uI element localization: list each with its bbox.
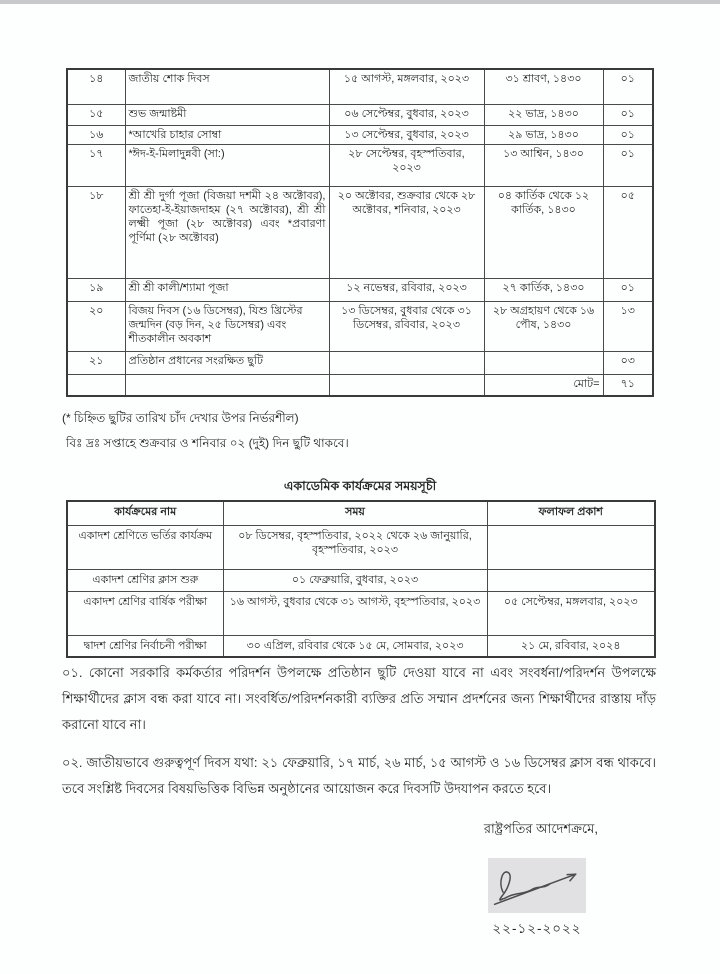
holiday-name: শ্রী শ্রী দুর্গা পূজা (বিজয়া দশমী ২৪ অক্টোবর), ফাতেহা-ই-ইয়াজদাহম (২৭ অক্টোবর), শ্রী শ্রী লক্ষ্মী পূজা (২৮ অক্টোবর) এবং *প্রবারণা পূর্ণিমা (২৮ অক্টোবর) [125,186,329,278]
table-row [67,104,653,125]
holiday-date: ১৫ আগস্ট, মঙ্গলবার, ২০২৩ [329,69,484,104]
holiday-bangla-date: ৩১ শ্রাবণ, ১৪৩০ [484,69,603,104]
empty-cell [67,374,125,396]
holiday-name: শুভ জন্মাষ্টমী [125,104,329,125]
holiday-serial: ১৮ [67,186,125,278]
table-row [67,301,653,351]
activity-name: একাদশ শ্রেণির বার্ষিক পরীক্ষা [67,591,223,635]
empty-cell [125,374,329,396]
activity-result: ২১ মে, রবিবার, ২০২৪ [487,635,655,657]
holiday-days: ০৩ [603,351,653,374]
holiday-serial: ১৭ [67,144,125,186]
holiday-name: প্রতিষ্ঠান প্রধানের সংরক্ষিত ছুটি [125,351,329,374]
total-label: মোট= [484,374,603,396]
holiday-date: ১২ নভেম্বর, রবিবার, ২০২৩ [329,278,484,301]
holiday-name: শ্রী শ্রী কালী/শ্যামা পূজা [125,278,329,301]
holiday-days: ০১ [603,69,653,104]
table-row [67,186,653,278]
holiday-serial: ২১ [67,351,125,374]
activity-time: ৩০ এপ্রিল, রবিবার থেকে ১৫ মে, সোমবার, ২০২৩ [223,635,487,657]
table-header-row [67,501,655,525]
holiday-name: *ঈদ-ই-মিলাদুন্নবী (সা:) [125,144,329,186]
weekend-footnote: বিঃ দ্রঃ সপ্তাহে শুক্রবার ও শনিবার ০২ (দুই) দিন ছুটি থাকবে। [66,436,349,450]
table-row [67,525,655,569]
holiday-bangla-date: ১৩ আশ্বিন, ১৪৩০ [484,144,603,186]
activity-time: ০৮ ডিসেম্বর, বৃহস্পতিবার, ২০২২ থেকে ২৬ জানুয়ারি, বৃহস্পতিবার, ২০২৩ [223,525,487,569]
by-order-of-president-text: রাষ্ট্রপতির আদেশক্রমে, [483,821,598,836]
holiday-bangla-date [484,351,603,374]
holiday-bangla-date: ২৭ কার্তিক, ১৪৩০ [484,278,603,301]
activity-result [487,525,655,569]
column-header-activity: কার্যক্রমের নাম [67,501,223,525]
instruction-paragraph-1: ০১. কোনো সরকারি কর্মকর্তার পরিদর্শন উপলক্ষে প্রতিষ্ঠান ছুটি দেওয়া যাবে না এবং সংবর্ধনা/পরিদর্শন উপলক্ষে শিক্ষার্থীদের ক্লাস বন্ধ করা যাবে না। সংবর্ধিত/পরিদর্শনকারী ব্যক্তির প্রতি সম্মান প্রদর্শনের জন্য শিক্ষার্থীদের রাস্তায় দাঁড় করানো যাবে না। [62,665,656,732]
signature-date: ২২-১২-২০২২ [492,921,582,936]
holiday-days: ০৫ [603,186,653,278]
activity-name: একাদশ শ্রেণিতে ভর্তির কার্যক্রম [67,525,223,569]
activity-name: একাদশ শ্রেণির ক্লাস শুরু [67,569,223,591]
holiday-bangla-date: ২৯ ভাদ্র, ১৪৩০ [484,125,603,144]
holiday-serial: ১৬ [67,125,125,144]
holiday-serial: ২০ [67,301,125,351]
instruction-paragraph-2: ০২. জাতীয়ভাবে গুরুত্বপূর্ণ দিবস যথা: ২১ ফেব্রুয়ারি, ১৭ মার্চ, ২৬ মার্চ, ১৫ আগস্ট ও ১৬ ডিসেম্বর ক্লাস বন্ধ থাকবে। তবে সংশ্লিষ্ট দিবসের বিষয়ভিত্তিক বিভিন্ন অনুষ্ঠানের আয়োজন করে দিবসটি উদযাপন করতে হবে। [62,755,656,796]
activity-result: ০৫ সেপ্টেম্বর, মঙ্গলবার, ২০২৩ [487,591,655,635]
total-value: ৭১ [603,374,653,396]
holiday-date [329,351,484,374]
holiday-bangla-date: ২৮ অগ্রহায়ণ থেকে ১৬ পৌষ, ১৪৩০ [484,301,603,351]
activity-time: ০১ ফেব্রুয়ারি, বুধবার, ২০২৩ [223,569,487,591]
holiday-date: ২০ অক্টোবর, শুক্রবার থেকে ২৮ অক্টোবর, শনিবার, ২০২৩ [329,186,484,278]
holiday-serial: ১৪ [67,69,125,104]
table-row [67,125,653,144]
column-header-result: ফলাফল প্রকাশ [487,501,655,525]
holiday-serial: ১৯ [67,278,125,301]
holiday-date: ২৮ সেপ্টেম্বর, বৃহস্পতিবার, ২০২৩ [329,144,484,186]
signature-image [488,858,586,913]
activity-time: ১৬ আগস্ট, বুধবার থেকে ৩১ আগস্ট, বৃহস্পতিবার, ২০২৩ [223,591,487,635]
holiday-date: ১৩ ডিসেম্বর, বুধবার থেকে ৩১ ডিসেম্বর, রবিবার, ২০২৩ [329,301,484,351]
table-row [67,351,653,374]
holiday-bangla-date: ২২ ভাদ্র, ১৪৩০ [484,104,603,125]
holiday-days: ০১ [603,104,653,125]
holiday-days: ১৩ [603,301,653,351]
holiday-days: ০১ [603,144,653,186]
moon-sighting-footnote: (* চিহ্নিত ছুটির তারিখ চাঁদ দেখার উপর নির্ভরশীল) [62,411,299,425]
holiday-date: ১৩ সেপ্টেম্বর, বুধবার, ২০২৩ [329,125,484,144]
holiday-date: ০৬ সেপ্টেম্বর, বুধবার, ২০২৩ [329,104,484,125]
holiday-days: ০১ [603,278,653,301]
holiday-name: জাতীয় শোক দিবস [125,69,329,104]
table-row [67,635,655,657]
table-row [67,591,655,635]
holiday-name: বিজয় দিবস (১৬ ডিসেম্বর), যিশু খ্রিস্টের জন্মদিন (বড় দিন, ২৫ ডিসেম্বর) এবং শীতকালীন অবকাশ [125,301,329,351]
table-row [67,569,655,591]
holiday-serial: ১৫ [67,104,125,125]
table-row [67,69,653,104]
academic-schedule-title: একাডেমিক কার্যক্রমের সময়সূচী [283,479,437,493]
academic-schedule-table [66,500,656,658]
signature-icon [488,858,586,913]
scan-edge-strip [0,0,720,4]
table-row [67,144,653,186]
holiday-bangla-date: ০৪ কার্তিক থেকে ১২ কার্তিক, ১৪৩০ [484,186,603,278]
holiday-table [66,68,654,397]
holiday-days: ০১ [603,125,653,144]
activity-name: দ্বাদশ শ্রেণির নির্বাচনী পরীক্ষা [67,635,223,657]
table-row [67,278,653,301]
activity-result [487,569,655,591]
table-total-row [67,374,653,396]
holiday-name: *আখেরি চাহার সোম্বা [125,125,329,144]
empty-cell [329,374,484,396]
column-header-time: সময় [223,501,487,525]
